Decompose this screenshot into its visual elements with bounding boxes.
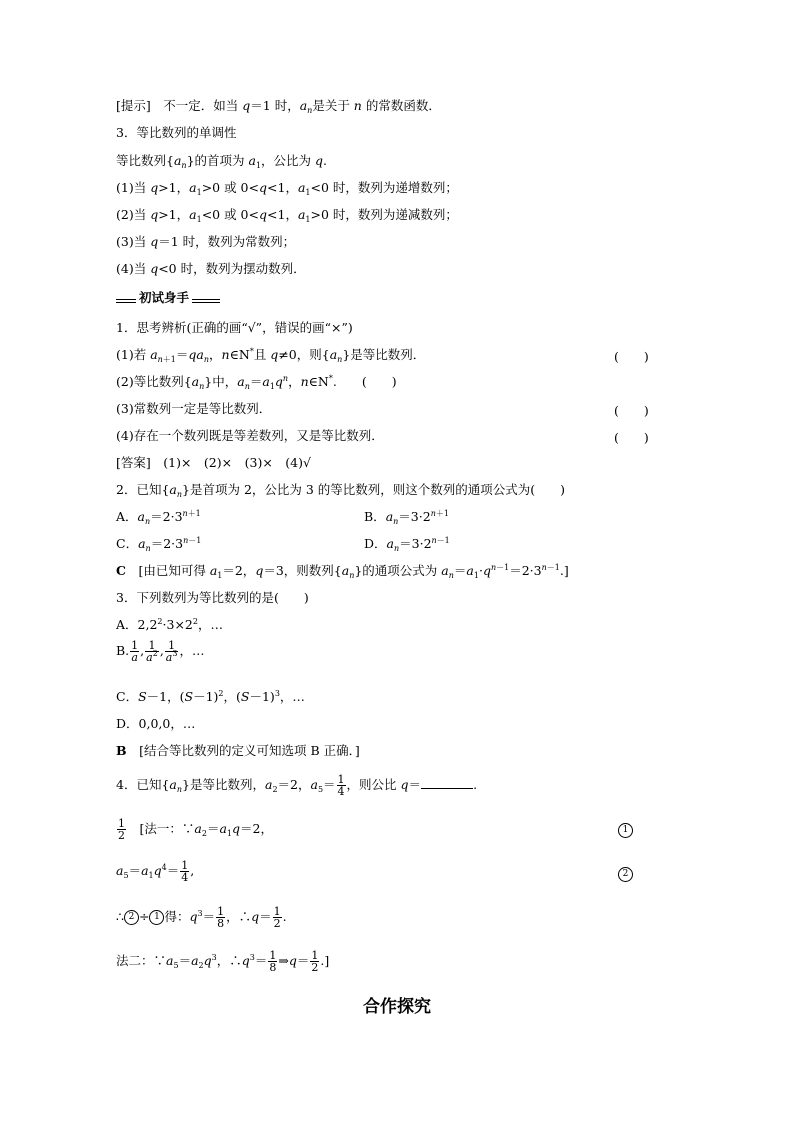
hint-line: [提示] 不一定．如当 q＝1 时，$a_n$是关于 n 的常数函数． xyxy=(116,98,441,115)
q1-item-4: (4)存在一个数列既是等差数列，又是等比数列． xyxy=(116,428,384,443)
q1-stem: 1．思考辨析(正确的画“√”，错误的画“×”) xyxy=(116,320,353,335)
eq-label-2: 2 xyxy=(618,866,633,882)
q2-stem: 2．已知$\{a_n\}$是首项为 2，公比为 3 的等比数列，则这个数列的通项公式为( ) xyxy=(116,482,566,499)
q3-option-c: C．S－1，$(S-1)^2$，$(S-1)^3$，… xyxy=(116,689,305,704)
q3-explanation: [结合等比数列的定义可知选项 B 正确．] xyxy=(139,743,360,758)
q3-option-d: D．0,0,0，… xyxy=(116,716,196,731)
practice-banner xyxy=(116,290,220,306)
q4-method2: 法二：$\because a_5=a_2q^3$，$\therefore q^3=$ $\frac{1}{8}$ ⇒q＝ $\frac{1}{2}$ .] xyxy=(116,949,330,974)
q3-answer-letter: B xyxy=(116,743,127,758)
q3-solution xyxy=(116,743,360,759)
q2-option-c: C．$a_n=2\cdot 3^{n-1}$ xyxy=(116,536,202,553)
section3-title: 3．等比数列的单调性 xyxy=(116,125,237,140)
monotonic-item-4: (4)当 q<0 时，数列为摆动数列． xyxy=(116,261,306,276)
q3-option-b: B. $\frac{1}{a}$ , $\frac{1}{a^2}$ , $\frac{1}{a^3}$ ，… xyxy=(116,639,205,664)
monotonic-item-2: (2)当 q>1，$a_1<0$ 或 0<q<1，$a_1>0$ 时，数列为递减数列； xyxy=(116,207,458,224)
q4-derivation: ∴ 2 ÷ 1 得：$q^3=$ $\frac{1}{8}$ ，∴q＝ $\frac{1}{2}$ . xyxy=(116,905,287,930)
q1-paren-4: ( ) xyxy=(614,430,649,445)
monotonic-item-3: (3)当 q＝1 时，数列为常数列； xyxy=(116,234,296,249)
q2-option-b: B．$a_n=3\cdot 2^{n+1}$ xyxy=(364,509,449,526)
q1-answer: [答案] (1)× (2)× (3)× (4)√ xyxy=(116,455,311,470)
eq-label-1: 1 xyxy=(618,822,633,838)
q2-option-d: D．$a_n=3\cdot 2^{n-1}$ xyxy=(364,536,450,553)
hint-tag: [提示] xyxy=(116,98,151,113)
q4-method1: $\frac{1}{2}$ [法一：$\because a_2=a_1q=2$， xyxy=(118,817,273,842)
section3-intro: 等比数列$\{a_n\}$的首项为 $a_1$，公比为 q. xyxy=(116,153,328,170)
q1-item-2: (2)等比数列$\{a_n\}$中，$a_n=a_1q^n$，n∈N*. ( ) xyxy=(116,374,397,391)
banner-label: 初试身手 xyxy=(136,290,192,306)
q4-stem: 4．已知$\{a_n\}$是等比数列，$a_2=2$，$a_5=$ $\frac{1}{4}$ ，则公比 q＝ . xyxy=(116,773,478,798)
q1-paren-3: ( ) xyxy=(614,403,649,418)
q1-item-1: (1)若 $a_{n+1}=qa_n$，n∈N*且 q≠0，则$\{a_n\}$是等比数列． xyxy=(116,347,426,364)
q2-option-a: A．$a_n=2\cdot 3^{n+1}$ xyxy=(116,509,201,526)
q3-option-a: A．$2,2^2\cdot 3\times 2^2$，… xyxy=(116,617,223,632)
q1-paren-2: ( ) xyxy=(361,374,397,389)
q2-solution: C [由已知可得 $a_1=2$，q＝3，则数列$\{a_n\}$的通项公式为 $a_n=a_1\cdot q^{n-1}=2\cdot 3^{n-1}$.] xyxy=(116,563,569,580)
section-heading: 合作探究 xyxy=(363,997,431,1017)
q3-stem: 3．下列数列为等比数列的是( ) xyxy=(116,590,309,605)
q1-paren-1: ( ) xyxy=(614,349,649,364)
q2-answer-letter: C xyxy=(116,563,126,578)
q4-eq2: $a_5=a_1q^4=$ $\frac{1}{4}$ , xyxy=(116,859,195,884)
q1-item-3: (3)常数列一定是等比数列． xyxy=(116,401,272,416)
monotonic-item-1: (1)当 q>1，$a_1>0$ 或 0<q<1，$a_1<0$ 时，数列为递增数列； xyxy=(116,180,458,197)
